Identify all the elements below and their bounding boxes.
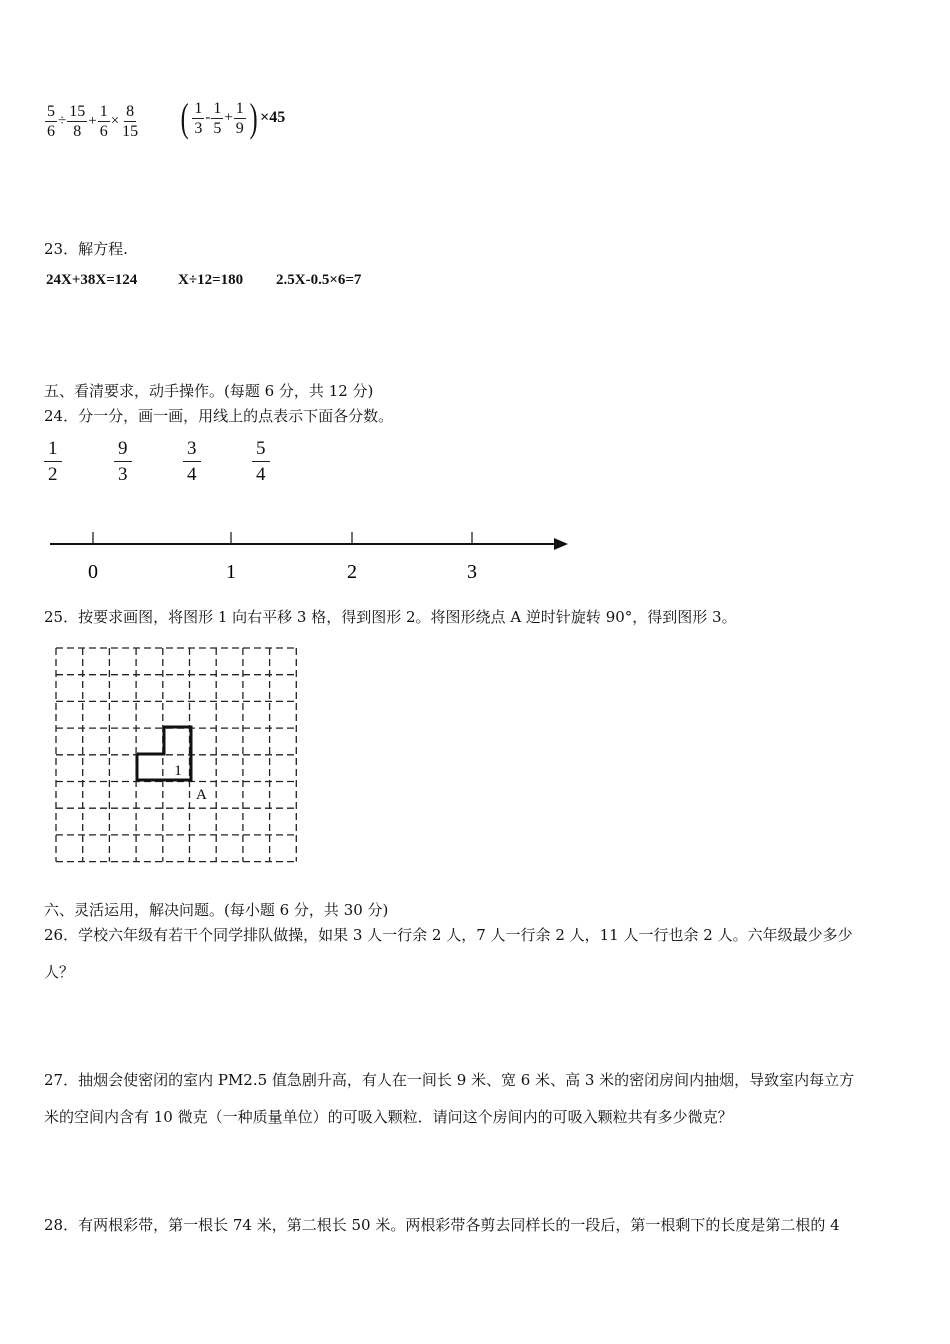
equation-3: 2.5X-0.5×6=7	[276, 272, 362, 288]
fraction-2: $\frac{9}{3}$	[114, 436, 132, 487]
section-5-title: 五、看清要求，动手操作。(每题 6 分，共 12 分)	[44, 382, 374, 400]
tick-label-2: 2	[347, 561, 357, 583]
tick-label-3: 3	[467, 561, 477, 583]
question-23-title: 23．解方程.	[44, 240, 128, 258]
point-a-label: A	[196, 787, 207, 803]
calc-expression-1	[44, 102, 141, 141]
equation-2: X÷12=180	[178, 272, 244, 288]
operator: ÷	[58, 113, 67, 129]
number-line	[40, 525, 580, 585]
question-24-title: 24．分一分，画一画，用线上的点表示下面各分数。	[44, 407, 394, 425]
open-paren: (	[180, 95, 189, 140]
fraction-4: $\frac{5}{4}$	[252, 436, 270, 487]
fraction: $\frac{1}{3}$	[194, 99, 203, 137]
fraction-1: $\frac{1}{2}$	[44, 436, 62, 487]
question-26-line1: 26．学校六年级有若干个同学排队做操，如果 3 人一行余 2 人，7 人一行余 2 人，11 人一行也余 2 人。六年级最少多少	[44, 926, 853, 944]
section-6-title: 六、灵活运用，解决问题。(每小题 6 分，共 30 分)	[44, 901, 389, 919]
fraction: $\frac{1}{5}$	[213, 99, 222, 137]
fraction: $\frac{1}{9}$	[235, 99, 244, 137]
fraction: $\frac{5}{6}$	[47, 103, 55, 140]
operator: +	[88, 113, 97, 129]
fraction-3: $\frac{3}{4}$	[183, 436, 201, 487]
tick-label-0: 0	[88, 561, 98, 583]
question-28-line1: 28．有两根彩带，第一根长 74 米，第二根长 50 米。两根彩带各剪去同样长的一段后，第一根剩下的长度是第二根的 4	[44, 1216, 840, 1234]
question-27-line1: 27．抽烟会使密闭的室内 PM2.5 值急剧升高，有人在一间长 9 米、宽 6 米、高 3 米的密闭房间内抽烟，导致室内每立方	[44, 1071, 855, 1089]
question-25-title: 25．按要求画图，将图形 1 向右平移 3 格，得到图形 2。将图形绕点 A 逆时针旋转 90°，得到图形 3。	[44, 608, 737, 626]
operator: +	[224, 109, 233, 126]
shape-1	[137, 727, 191, 780]
shape-label: 1	[174, 763, 182, 779]
question-26-line2: 人？	[44, 963, 75, 981]
equation-1: 24X+38X=124	[46, 272, 138, 288]
dashed-grid	[50, 642, 310, 867]
calc-expression-2	[178, 95, 286, 140]
tick-label-1: 1	[226, 561, 236, 583]
operator: -	[205, 109, 211, 126]
fraction: $\frac{8}{15}$	[122, 103, 139, 140]
fraction: $\frac{15}{8}$	[69, 103, 86, 140]
number-line-arrow	[554, 538, 568, 550]
question-27-line2: 米的空间内含有 10 微克（一种质量单位）的可吸入颗粒．请问这个房间内的可吸入颗粒共有多少微克？	[44, 1108, 733, 1126]
close-paren: )	[249, 95, 258, 140]
fraction: $\frac{1}{6}$	[99, 103, 108, 140]
operator: ×	[110, 113, 120, 129]
multiplier: ×45	[260, 109, 286, 126]
